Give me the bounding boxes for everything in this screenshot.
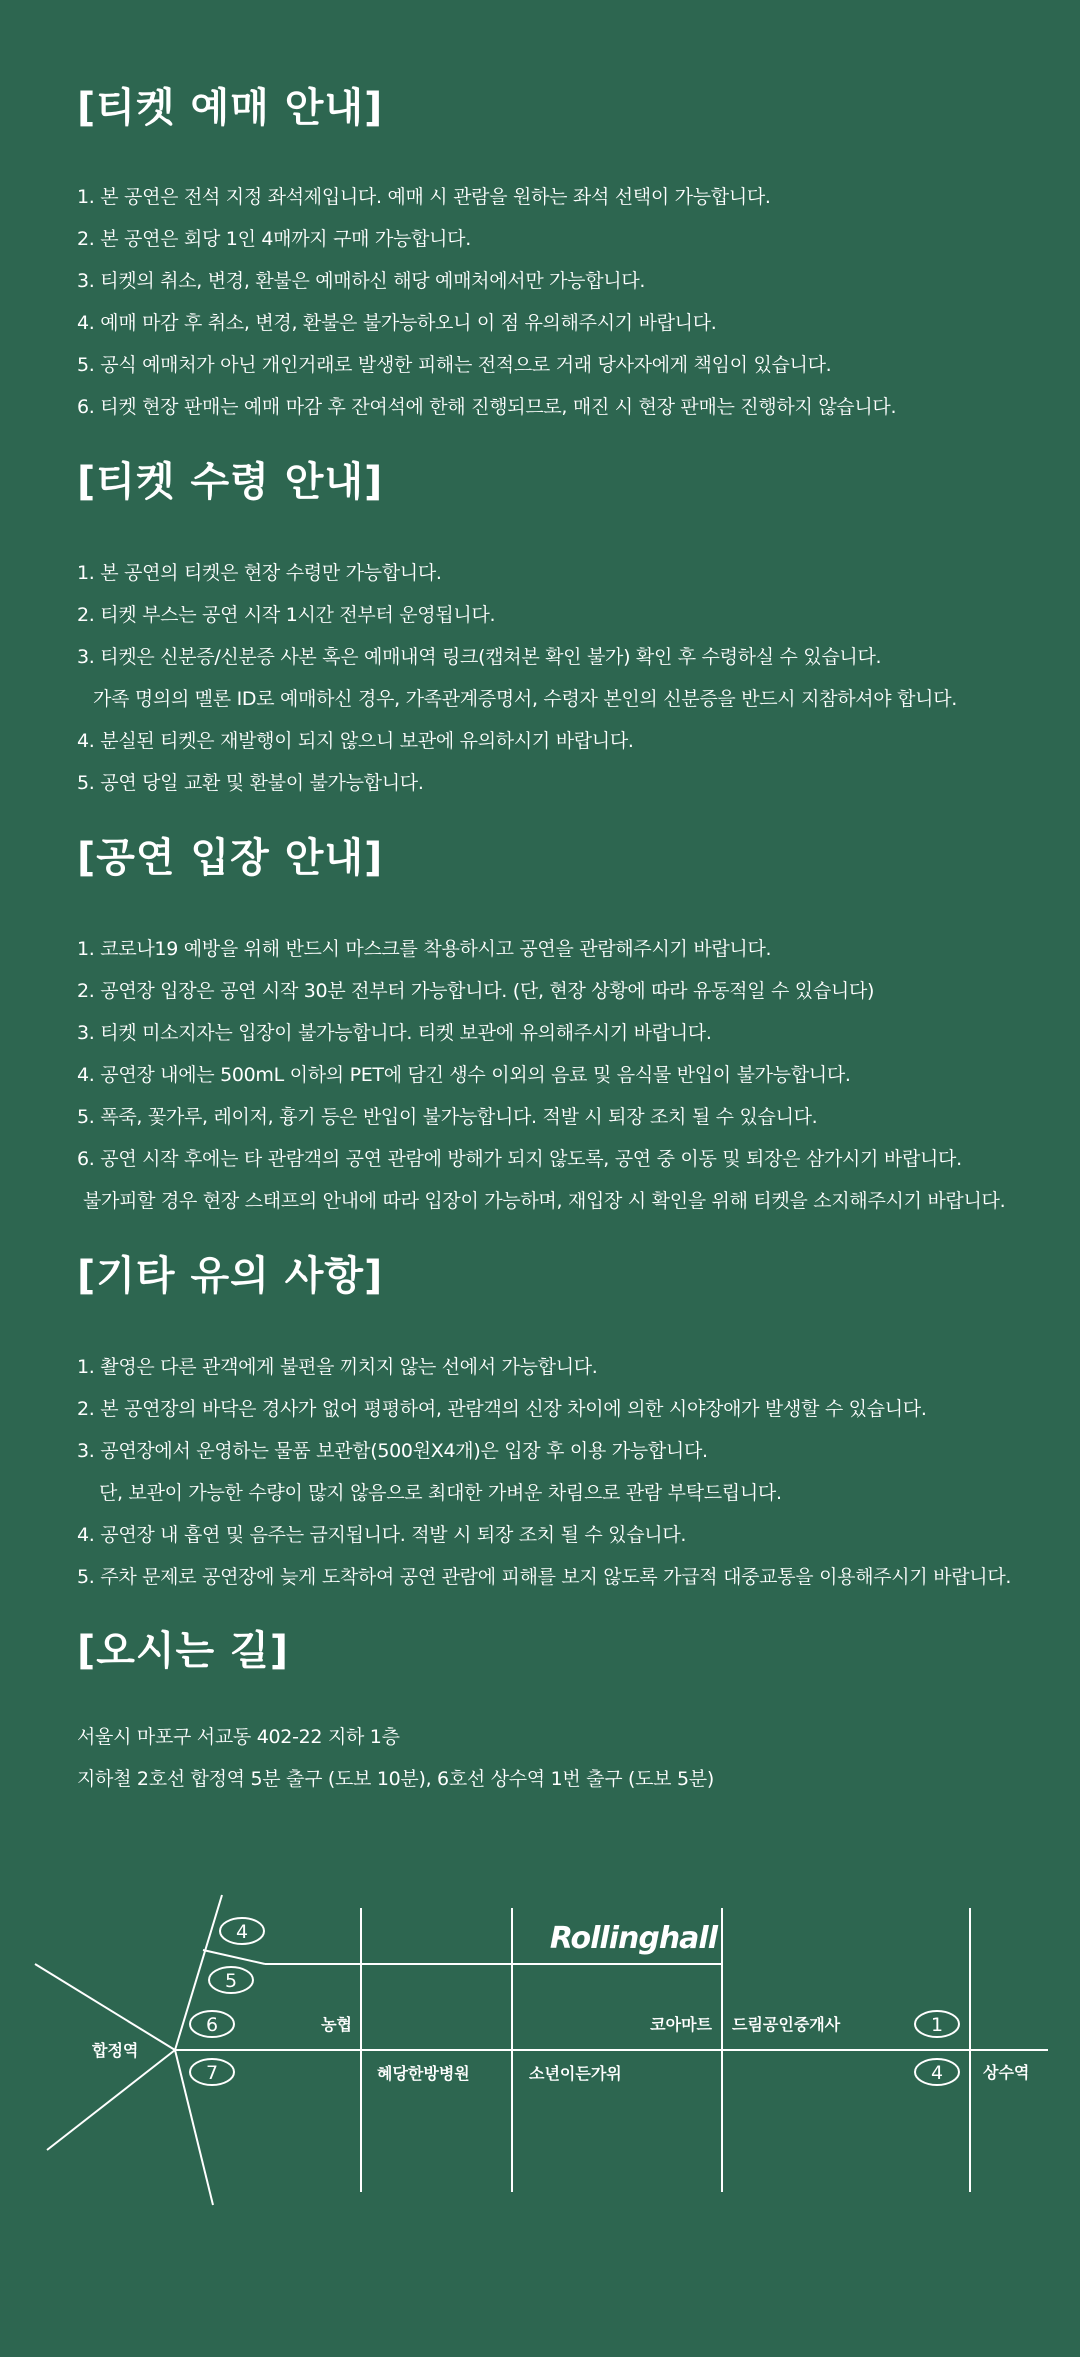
reservation-heading: [티켓 예매 안내] <box>77 85 384 131</box>
map-label-hospital: 혜당한방병원 <box>377 2064 470 2083</box>
station-label-hapjeong: 합정역 <box>92 2041 139 2060</box>
list-item: 2. 본 공연은 회당 1인 4매까지 구매 가능합니다. <box>77 228 471 250</box>
map-label-coamart: 코아마트 <box>650 2015 712 2034</box>
list-item: 단, 보관이 가능한 수량이 많지 않음으로 최대한 가벼운 차림으로 관람 부탁드립니다. <box>99 1482 782 1504</box>
list-item: 불가피할 경우 현장 스태프의 안내에 따라 입장이 가능하며, 재입장 시 확인을 위해 티켓을 소지해주시기 바랍니다. <box>83 1190 1006 1212</box>
directions-heading: [오시는 길] <box>77 1628 290 1674</box>
map-road <box>47 2050 175 2150</box>
map-road <box>203 1950 265 1964</box>
list-item: 4. 공연장 내 흡연 및 음주는 금지됩니다. 적발 시 퇴장 조치 될 수 있습니다. <box>77 1524 687 1546</box>
list-item: 3. 티켓은 신분증/신분증 사본 혹은 예매내역 링크(캡쳐본 확인 불가) 확인 후 수령하실 수 있습니다. <box>77 646 882 668</box>
list-item: 5. 공연 당일 교환 및 환불이 불가능합니다. <box>77 772 424 794</box>
pickup-list <box>77 552 1050 804</box>
map-label-sonyeon: 소년이든가위 <box>529 2064 622 2083</box>
list-item: 1. 본 공연의 티켓은 현장 수령만 가능합니다. <box>77 562 442 584</box>
list-item: 5. 폭죽, 꽃가루, 레이저, 흉기 등은 반입이 불가능합니다. 적발 시 퇴장 조치 될 수 있습니다. <box>77 1106 818 1128</box>
entry-heading: [공연 입장 안내] <box>77 835 384 881</box>
reservation-section <box>77 85 1050 418</box>
list-item: 2. 티켓 부스는 공연 시작 1시간 전부터 운영됩니다. <box>77 604 496 626</box>
map-road <box>35 1964 175 2050</box>
map-label-nonghyup: 농협 <box>321 2015 352 2034</box>
directions-section <box>77 1628 1050 1790</box>
notes-section <box>77 1253 1050 1588</box>
list-item: 6. 티켓 현장 판매는 예매 마감 후 잔여석에 한해 진행되므로, 매진 시 현장 판매는 진행하지 않습니다. <box>77 396 897 418</box>
exit-number-4-right: 4 <box>930 2062 944 2084</box>
list-item: 1. 코로나19 예방을 위해 반드시 마스크를 착용하시고 공연을 관람해주시기 바랍니다. <box>77 938 772 960</box>
venue-logo: Rollinghall <box>549 1921 717 1956</box>
directions-list <box>77 1716 1050 1800</box>
list-item: 5. 주차 문제로 공연장에 늦게 도착하여 공연 관람에 피해를 보지 않도록 가급적 대중교통을 이용해주시기 바랍니다. <box>77 1566 1012 1588</box>
exit-number-5: 5 <box>224 1970 238 1992</box>
list-item: 1. 본 공연은 전석 지정 좌석제입니다. 예매 시 관람을 원하는 좌석 선택이 가능합니다. <box>77 186 771 208</box>
list-item: 6. 공연 시작 후에는 타 관람객의 공연 관람에 방해가 되지 않도록, 공연 중 이동 및 퇴장은 삼가시기 바랍니다. <box>77 1148 962 1170</box>
list-item: 3. 티켓의 취소, 변경, 환불은 예매하신 해당 예매처에서만 가능합니다. <box>77 270 646 292</box>
pickup-section <box>77 459 1050 794</box>
exit-number-1: 1 <box>930 2014 944 2036</box>
pickup-heading: [티켓 수령 안내] <box>77 459 384 505</box>
list-item: 3. 티켓 미소지자는 입장이 불가능합니다. 티켓 보관에 유의해주시기 바랍니다. <box>77 1022 712 1044</box>
exit-number-6: 6 <box>205 2014 219 2036</box>
location-map <box>0 1880 1080 2220</box>
notes-list <box>77 1346 1050 1598</box>
list-item: 가족 명의의 멜론 ID로 예매하신 경우, 가족관계증명서, 수령자 본인의 신분증을 반드시 지참하셔야 합니다. <box>93 688 957 710</box>
notes-heading: [기타 유의 사항] <box>77 1253 384 1299</box>
address-line: 서울시 마포구 서교동 402-22 지하 1층 <box>77 1726 400 1748</box>
exit-number-4: 4 <box>235 1921 249 1943</box>
list-item: 3. 공연장에서 운영하는 물품 보관함(500원X4개)은 입장 후 이용 가능합니다. <box>77 1440 708 1462</box>
entry-list <box>77 928 1050 1222</box>
subway-line: 지하철 2호선 합정역 5분 출구 (도보 10분), 6호선 상수역 1번 출구 (도보 5분) <box>77 1768 714 1790</box>
map-label-realty: 드림공인중개사 <box>732 2015 841 2034</box>
list-item: 4. 공연장 내에는 500mL 이하의 PET에 담긴 생수 이외의 음료 및 음식물 반입이 불가능합니다. <box>77 1064 851 1086</box>
list-item: 1. 촬영은 다른 관객에게 불편을 끼치지 않는 선에서 가능합니다. <box>77 1356 598 1378</box>
reservation-list <box>77 176 1050 428</box>
list-item: 4. 예매 마감 후 취소, 변경, 환불은 불가능하오니 이 점 유의해주시기 바랍니다. <box>77 312 717 334</box>
exit-number-7: 7 <box>205 2062 219 2084</box>
list-item: 2. 공연장 입장은 공연 시작 30분 전부터 가능합니다. (단, 현장 상황에 따라 유동적일 수 있습니다) <box>77 980 875 1002</box>
list-item: 2. 본 공연장의 바닥은 경사가 없어 평평하여, 관람객의 신장 차이에 의한 시야장애가 발생할 수 있습니다. <box>77 1398 927 1420</box>
list-item: 5. 공식 예매처가 아닌 개인거래로 발생한 피해는 전적으로 거래 당사자에게 책임이 있습니다. <box>77 354 832 376</box>
entry-section <box>77 835 1050 1212</box>
list-item: 4. 분실된 티켓은 재발행이 되지 않으니 보관에 유의하시기 바랍니다. <box>77 730 634 752</box>
station-label-sangsu: 상수역 <box>983 2063 1030 2082</box>
